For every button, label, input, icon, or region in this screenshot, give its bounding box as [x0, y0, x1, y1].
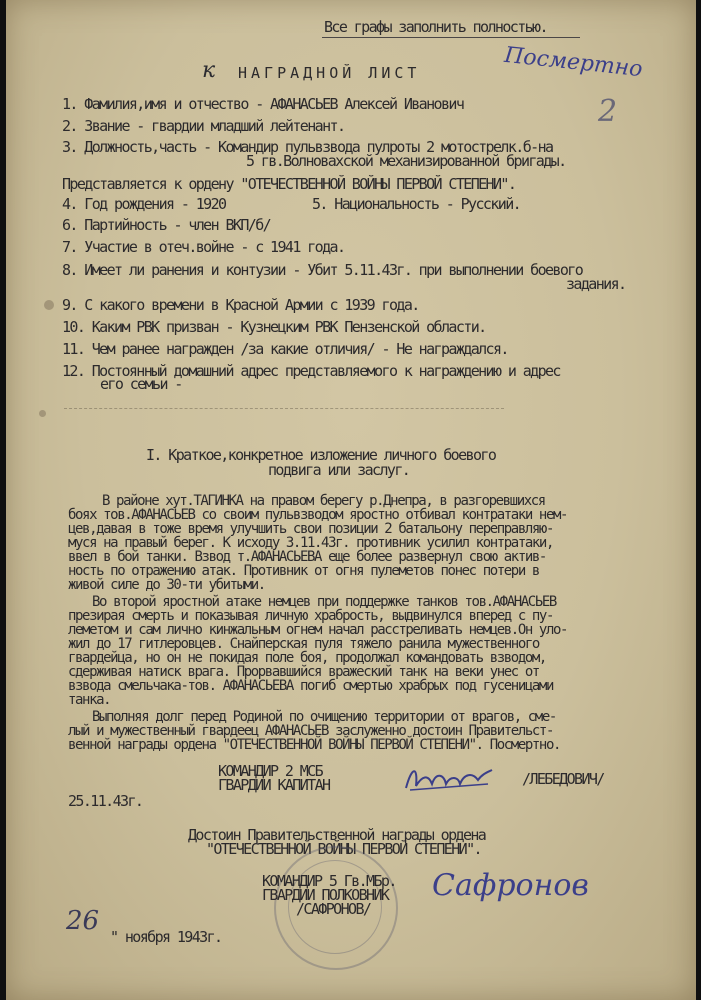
instruction-underline — [322, 37, 580, 38]
body-line: лый и мужественный гвардеец АФАНАСЬЕВ заслуженно достоин Правительст- — [68, 723, 553, 739]
fill-instruction: Все графы заполнить полностью. — [324, 18, 547, 36]
signature-date: 25.11.43г. — [68, 792, 143, 810]
body-line: боях тов.АФАНАСЬЕВ со своим пульвзводом яростно отбивал контратаки нем- — [68, 507, 568, 523]
body-line: ввел в бой танки. Взвод т.АФАНАСЬЕВА еще более развернул свою актив- — [68, 549, 546, 565]
approval-order: "ОТЕЧЕСТВЕННОЙ ВОЙНЫ ПЕРВОЙ СТЕПЕНИ". — [206, 840, 481, 858]
field-birth-year: 4. Год рождения - 1920 — [62, 195, 226, 213]
body-line: ность по отражению атак. Противник от огня пулеметов понес потери в — [68, 563, 539, 579]
approval-day: 26 — [66, 906, 100, 936]
field-name: 1. Фамилия,имя и отчество - АФАНАСЬЕВ Алексей Иванович — [62, 95, 464, 113]
body-line: леметом и сам лично кинжальным огнем начал расстреливать немцев.Он уло- — [68, 622, 568, 638]
body-line: цев,давая в тоже время улучшить свои позиции 2 батальону переправляю- — [68, 521, 553, 537]
field-army-since: 9. С какого времени в Красной Армии с 1939 года. — [62, 296, 419, 314]
document-title: НАГРАДНОЙ ЛИСТ — [238, 64, 421, 82]
field-wounds: 8. Имеет ли ранения и контузии - Убит 5.11.43г. при выполнении боевого — [62, 261, 583, 279]
body-line: взвода смельчака-тов. АФАНАСЬЕВА погиб смертью храбрых под гусеницами — [68, 678, 553, 694]
punch-hole — [39, 410, 46, 417]
brigade-commander-signature: Сафронов — [432, 868, 589, 903]
commander-name: /ЛЕБЕДОВИЧ/ — [522, 770, 604, 788]
body-line: гвардейца, но он не покидая поле боя, продолжал командовать взводом, — [68, 650, 546, 666]
body-line: живой силе до 30-ти убитыми. — [68, 577, 265, 593]
field-home-address: 12. Постоянный домашний адрес представляемого к награждению и адрес — [62, 362, 560, 380]
field-war-participation: 7. Участие в отеч.войне - с 1941 года. — [62, 238, 345, 256]
body-line: жил до 17 гитлеровцев. Снайперская пуля тяжело ранила мужественного — [68, 636, 539, 652]
body-line: В районе хут.ТАГИНКА на правом берегу р.Днепра, в разгоревшихся — [102, 493, 545, 509]
body-line: Во второй яростной атаке немцев при поддержке танков тов.АФАНАСЬЕВ — [92, 594, 556, 610]
brigade-commander-title: КОМАНДИР 5 Гв.МБр. — [262, 872, 396, 890]
body-line: венной награды ордена "ОТЕЧЕСТВЕННОЙ ВОЙНЫ ПЕРВОЙ СТЕПЕНИ". Посмертно. — [68, 737, 561, 753]
section-title: I. Краткое,конкретное изложение личного боевого — [146, 446, 496, 464]
section-title-cont: подвига или заслуг. — [268, 461, 410, 479]
commander-title: КОМАНДИР 2 МСБ — [218, 762, 323, 780]
brigade-commander-rank: ГВАРДИИ ПОЛКОВНИК — [262, 886, 389, 904]
field-previous-awards: 11. Чем ранее награжден /за какие отличия/ - Не награждался. — [62, 340, 508, 358]
field-home-address-cont: его семьи - — [100, 375, 182, 393]
field-position-cont: 5 гв.Волновахской механизированной бригады. — [246, 152, 566, 170]
field-rank: 2. Звание - гвардии младший лейтенант. — [62, 117, 345, 135]
body-line: муся на правый берег. К исходу 3.11.43г. противник усилил контратаки, — [68, 535, 553, 551]
field-conscripted-by: 10. Каким РВК призван - Кузнецким РВК Пензенской области. — [62, 318, 486, 336]
field-position: 3. Должность,часть - Командир пульвзвода пулроты 2 мотострелк.б-на — [62, 138, 553, 156]
field-nationality: 5. Национальность - Русский. — [312, 195, 521, 213]
brigade-commander-name: /САФРОНОВ/ — [296, 900, 371, 918]
body-line: Выполняя долг перед Родиной по очищению территории от врагов, сме- — [92, 709, 556, 725]
field-party: 6. Партийность - член ВКП/б/ — [62, 216, 271, 234]
field-presented-for: Представляется к ордену "ОТЕЧЕСТВЕННОЙ ВОЙНЫ ПЕРВОЙ СТЕПЕНИ". — [62, 175, 516, 193]
approval-text: Достоин Правительственной награды ордена — [188, 826, 486, 844]
body-line: сдерживая натиск врага. Прорвавшийся вражеский танк на веки унес от — [68, 664, 539, 680]
commander-rank: ГВАРДИИ КАПИТАН — [218, 776, 330, 794]
award-sheet — [6, 0, 696, 1000]
approval-date: " ноября 1943г. — [110, 928, 222, 946]
handwritten-mark: к — [202, 58, 216, 83]
separator — [64, 408, 504, 409]
field-wounds-cont: задания. — [566, 275, 626, 293]
body-line: танка. — [68, 692, 111, 708]
commander-signature — [402, 762, 494, 796]
page-number: 2 — [598, 94, 618, 129]
punch-hole — [44, 300, 54, 310]
body-line: презирая смерть и показывая личную храбрость, выдвинулся вперед с пу- — [68, 608, 553, 624]
handwritten-posthumous: Посмертно — [503, 42, 644, 83]
